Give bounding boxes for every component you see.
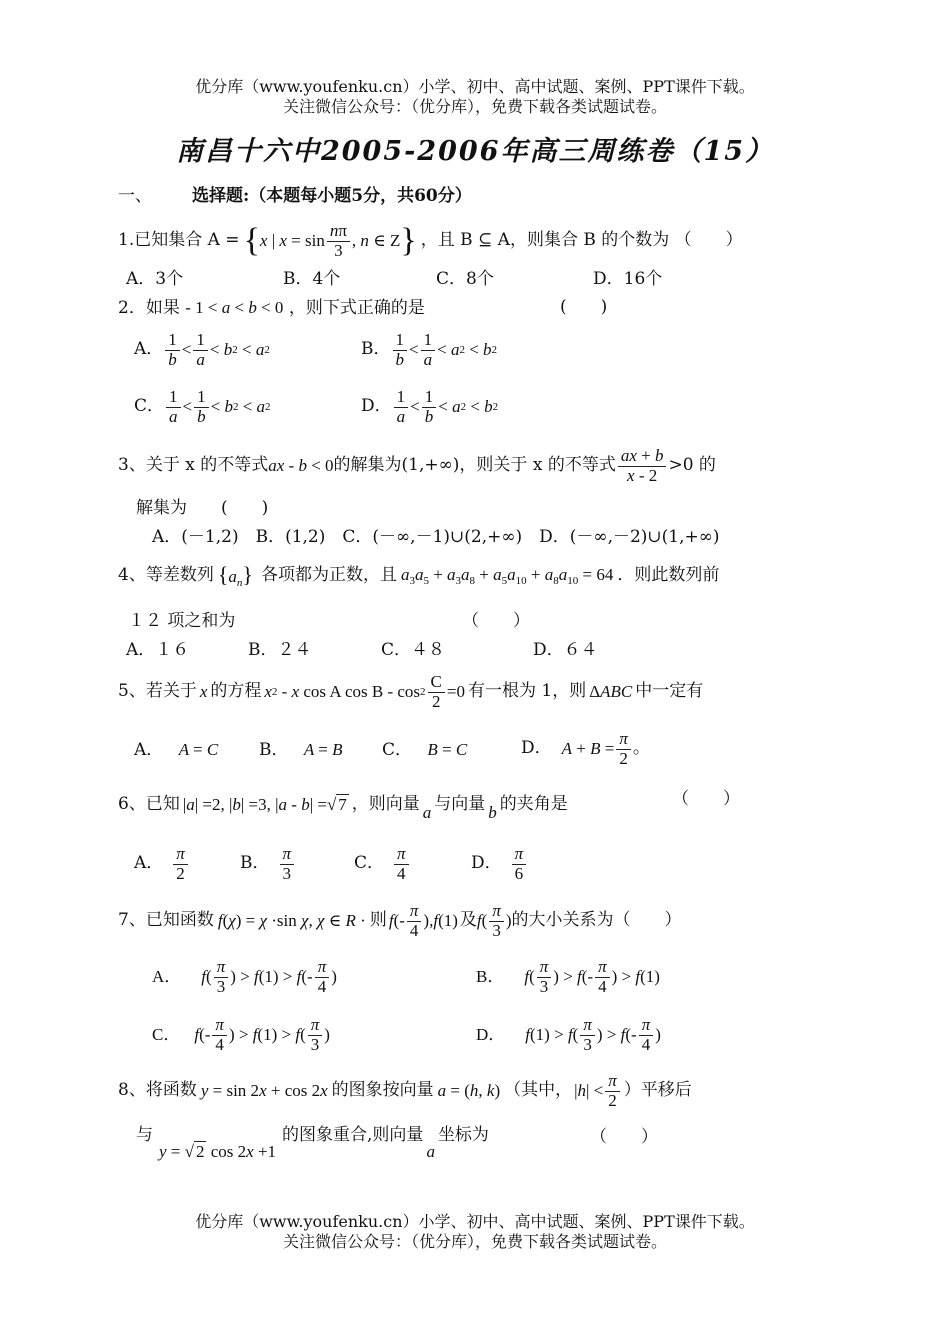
q5-stem-c: 有一根为 1，则 bbox=[467, 681, 587, 702]
q7-stem-b: 则 bbox=[369, 910, 387, 931]
q8-target-formula: y = √ 2 cos 2x +1 bbox=[159, 1142, 277, 1162]
q7-option-b-formula: f ( $\frac{\pi}{3}$ ) > f (- $\frac{\pi}{4}$ ) > f (1) bbox=[524, 956, 660, 996]
q5-period: 。 bbox=[632, 738, 650, 759]
q5-option-c-formula: B = C bbox=[427, 740, 468, 759]
q8-condition-formula: | h | < $\frac{\pi}{2}$ bbox=[574, 1072, 622, 1110]
q1-option-b[interactable]: B．4个 bbox=[283, 269, 341, 289]
q7-option-d-formula: f (1) > f ( $\frac{\pi}{3}$ ) > f (- $\frac{\pi}{4}$ ) bbox=[525, 1014, 661, 1054]
question-7-stem bbox=[118, 896, 682, 946]
q6-vector-a: a bbox=[422, 803, 432, 823]
q7-option-d-letter: D． bbox=[476, 1025, 506, 1045]
q4-stem-b: 各项都为正数，且 bbox=[260, 565, 397, 586]
q6-stem-a: 6、已知 bbox=[118, 794, 180, 815]
q6-stem-c: 与向量 bbox=[434, 794, 486, 815]
q1-option-c[interactable]: C．8个 bbox=[436, 269, 494, 289]
q7-option-a[interactable] bbox=[152, 952, 337, 1002]
q2-option-c-formula: $\frac{1}{a}$ < $\frac{1}{b}$ < b 2 < a 2 bbox=[164, 388, 271, 426]
q4-sum-formula: $a_3a_5 + a_3a_8 + a_5a_{10} + a_8a_{10} = 64$ bbox=[400, 564, 614, 587]
q5-triangle-formula: ΔABC bbox=[589, 682, 633, 702]
q5-option-b-formula: A = B bbox=[303, 740, 343, 759]
q2-stem-b: ，则下式正确的是 bbox=[288, 298, 425, 318]
question-8-stem bbox=[118, 1066, 692, 1116]
q5-variable-x: x bbox=[199, 682, 208, 702]
header-line-2: 关注微信公众号：（优分库），免费下载各类试题试卷。 bbox=[282, 97, 667, 116]
q7-stem-c: 及 bbox=[459, 910, 477, 931]
q2-option-c[interactable] bbox=[134, 385, 271, 429]
footer-line-1: 优分库（www.youfenku.cn）小学、初中、高中试题、案例、PPT课件下载。 bbox=[195, 1212, 755, 1231]
q6-option-c-letter: C． bbox=[354, 853, 385, 874]
q2-option-c-letter: C． bbox=[134, 396, 165, 417]
question-4-stem bbox=[118, 561, 719, 591]
question-3-stem bbox=[118, 442, 716, 490]
q6-paren: （ ） bbox=[672, 789, 740, 809]
q7-option-a-letter: A． bbox=[152, 967, 182, 987]
q4-option-c[interactable]: C．４８ bbox=[381, 640, 446, 660]
q2-option-b[interactable] bbox=[361, 328, 497, 372]
q1-stem-a: 1.已知集合 A = bbox=[118, 230, 240, 251]
q4-option-d[interactable]: D．６４ bbox=[533, 640, 598, 660]
q8-paren: （ ） bbox=[590, 1127, 658, 1147]
q3-fraction-formula: $\frac{ax + b}{x - 2}$ bbox=[616, 447, 669, 485]
q8-line-2-a: 与 bbox=[136, 1125, 153, 1146]
q5-option-a[interactable] bbox=[134, 740, 218, 761]
q2-option-b-letter: B． bbox=[361, 339, 391, 360]
q5-option-d[interactable] bbox=[521, 724, 650, 774]
q1-option-d[interactable]: D．16个 bbox=[593, 269, 663, 289]
q4-stem-c: ．则此数列前 bbox=[617, 565, 720, 586]
q6-option-d[interactable] bbox=[471, 839, 528, 889]
q2-option-b-formula: $\frac{1}{b}$ < $\frac{1}{a}$ < a 2 < b 2 bbox=[391, 331, 498, 369]
q2-option-a[interactable] bbox=[134, 328, 270, 372]
q3-stem-b: 的解集为(1,+∞)，则关于 x 的不等式 bbox=[333, 455, 616, 476]
q7-values-formula: f (- $\frac{\pi}{4}$ ), f (1) bbox=[388, 900, 458, 940]
q5-option-c[interactable] bbox=[382, 740, 467, 761]
question-5-stem bbox=[118, 666, 703, 718]
q2-option-a-letter: A． bbox=[134, 339, 164, 360]
q7-option-c[interactable] bbox=[152, 1010, 330, 1060]
q6-norm-formula: |a| =2, |b| =3, |a - b| =√ 7 bbox=[182, 795, 347, 815]
q8-vector-a: a bbox=[426, 1142, 435, 1162]
q5-stem-a: 5、若关于 bbox=[118, 681, 197, 702]
q5-option-d-formula: A + B = $\frac{\pi}{2}$ bbox=[562, 730, 633, 768]
q7-option-b[interactable] bbox=[476, 952, 660, 1002]
q2-paren: ( ) bbox=[560, 297, 608, 317]
q7-option-a-formula: f ( $\frac{\pi}{3}$ ) > f (1) > f (- $\frac{\pi}{4}$ ) bbox=[201, 956, 337, 996]
q8-stem-d: ）平移后 bbox=[623, 1080, 692, 1101]
q6-option-c[interactable] bbox=[354, 839, 411, 889]
q4-paren: （ ） bbox=[462, 611, 530, 631]
q2-option-d-formula: $\frac{1}{a}$ < $\frac{1}{b}$ < a 2 < b 2 bbox=[392, 388, 499, 426]
q5-equation-formula: x 2 - x cos A cos B - cos 2 $\frac{C}{2}$ =0 bbox=[264, 671, 465, 711]
section-number: 一、 bbox=[118, 186, 152, 206]
q7-value-third: f ( $\frac{\pi}{3}$ ) bbox=[476, 900, 512, 940]
q3-line-2: 解集为 ( ) bbox=[136, 498, 269, 518]
q4-sequence-formula: $\{a_n\}$ bbox=[217, 562, 253, 590]
q5-stem-b: 的方程 bbox=[210, 681, 262, 702]
q4-line-2: １２ 项之和为 bbox=[128, 611, 236, 631]
q6-option-b-formula: $\frac{\pi}{3}$ bbox=[280, 845, 295, 883]
q7-function-formula: f(χ) = χ ·sin χ, χ ∈ R · bbox=[217, 911, 366, 931]
q6-option-b[interactable] bbox=[240, 839, 296, 889]
q5-stem-d: 中一定有 bbox=[635, 681, 704, 702]
q5-option-d-letter: D． bbox=[521, 738, 552, 759]
q5-option-a-formula: A = C bbox=[178, 740, 219, 759]
q6-vector-b: b bbox=[488, 803, 497, 823]
q3-stem-a: 3、关于 x 的不等式 bbox=[118, 455, 269, 476]
section-label: 选择题:（本题每小题5分，共60分） bbox=[192, 186, 472, 206]
q8-line-2 bbox=[136, 1124, 489, 1164]
q7-stem-d: 的大小关系为（ ） bbox=[511, 910, 682, 931]
q2-option-a-formula: $\frac{1}{b}$ < $\frac{1}{a}$ < b 2 < a 2 bbox=[163, 331, 270, 369]
footer-line-2: 关注微信公众号：（优分库），免费下载各类试题试卷。 bbox=[282, 1232, 667, 1251]
q6-stem-b: ，则向量 bbox=[351, 794, 420, 815]
q1-stem-b: ，且 B ⊆ A，则集合 B 的个数为 （ ） bbox=[420, 230, 743, 251]
q6-option-d-letter: D． bbox=[471, 853, 502, 874]
q6-option-c-formula: $\frac{\pi}{4}$ bbox=[394, 845, 409, 883]
q4-option-a[interactable]: A．１６ bbox=[126, 640, 190, 660]
q5-option-a-letter: A． bbox=[134, 740, 164, 760]
q5-option-b[interactable] bbox=[259, 740, 342, 761]
q6-option-a[interactable] bbox=[134, 839, 190, 889]
q7-option-d[interactable] bbox=[476, 1010, 661, 1060]
q7-option-b-letter: B． bbox=[476, 967, 505, 987]
q8-vector-formula: a = (h, k) bbox=[437, 1081, 501, 1101]
q3-ineq-formula: ax - b < 0 bbox=[268, 456, 334, 476]
question-1-stem bbox=[118, 216, 743, 266]
q8-stem-a: 8、将函数 bbox=[118, 1080, 197, 1101]
q8-stem-b: 的图象按向量 bbox=[331, 1080, 434, 1101]
question-2-stem bbox=[118, 298, 425, 319]
q6-option-a-letter: A． bbox=[134, 853, 164, 874]
q5-option-b-letter: B． bbox=[259, 740, 289, 760]
q8-line-2-b: 的图象重合,则向量 bbox=[282, 1125, 424, 1146]
q3-stem-c: >0 的 bbox=[668, 455, 716, 476]
q4-option-b[interactable]: B．２４ bbox=[248, 640, 312, 660]
q2-condition-formula: - 1 < a < b < 0 bbox=[185, 298, 284, 317]
q7-option-c-formula: f (- $\frac{\pi}{4}$ ) > f (1) > f ( $\frac{\pi}{3}$ ) bbox=[194, 1014, 330, 1054]
q2-stem-a: 2．如果 bbox=[118, 298, 180, 318]
q5-option-c-letter: C． bbox=[382, 740, 413, 760]
q7-option-c-letter: C． bbox=[152, 1025, 181, 1045]
q1-option-a[interactable]: A．3个 bbox=[126, 269, 184, 289]
q6-option-a-formula: $\frac{\pi}{2}$ bbox=[173, 845, 188, 883]
q8-line-2-c: 坐标为 bbox=[437, 1125, 489, 1146]
q8-stem-c: （其中， bbox=[504, 1080, 573, 1101]
header-line-1: 优分库（www.youfenku.cn）小学、初中、高中试题、案例、PPT课件下载。 bbox=[195, 77, 755, 96]
q6-option-d-formula: $\frac{\pi}{6}$ bbox=[512, 845, 527, 883]
q7-stem-a: 7、已知函数 bbox=[118, 910, 214, 931]
q6-stem-d: 的夹角是 bbox=[499, 794, 568, 815]
question-6-stem bbox=[118, 788, 568, 822]
q6-option-b-letter: B． bbox=[240, 853, 270, 874]
q2-option-d[interactable] bbox=[361, 385, 498, 429]
q1-set-formula: { x | x = sin $\frac{n\pi}{3}$ , n ∈ Z } bbox=[243, 220, 417, 260]
q2-option-d-letter: D． bbox=[361, 396, 392, 417]
q4-stem-a: 4、等差数列 bbox=[118, 565, 214, 586]
q3-options[interactable]: A．(－1,2) B．(1,2) C．(－∞,－1)∪(2,+∞) D．(－∞,－2)∪(1,+∞) bbox=[152, 527, 720, 547]
q8-function-formula: y = sin 2x + cos 2x bbox=[200, 1081, 328, 1101]
page-title: 南昌十六中2005-2006年高三周练卷（15） bbox=[175, 136, 775, 167]
